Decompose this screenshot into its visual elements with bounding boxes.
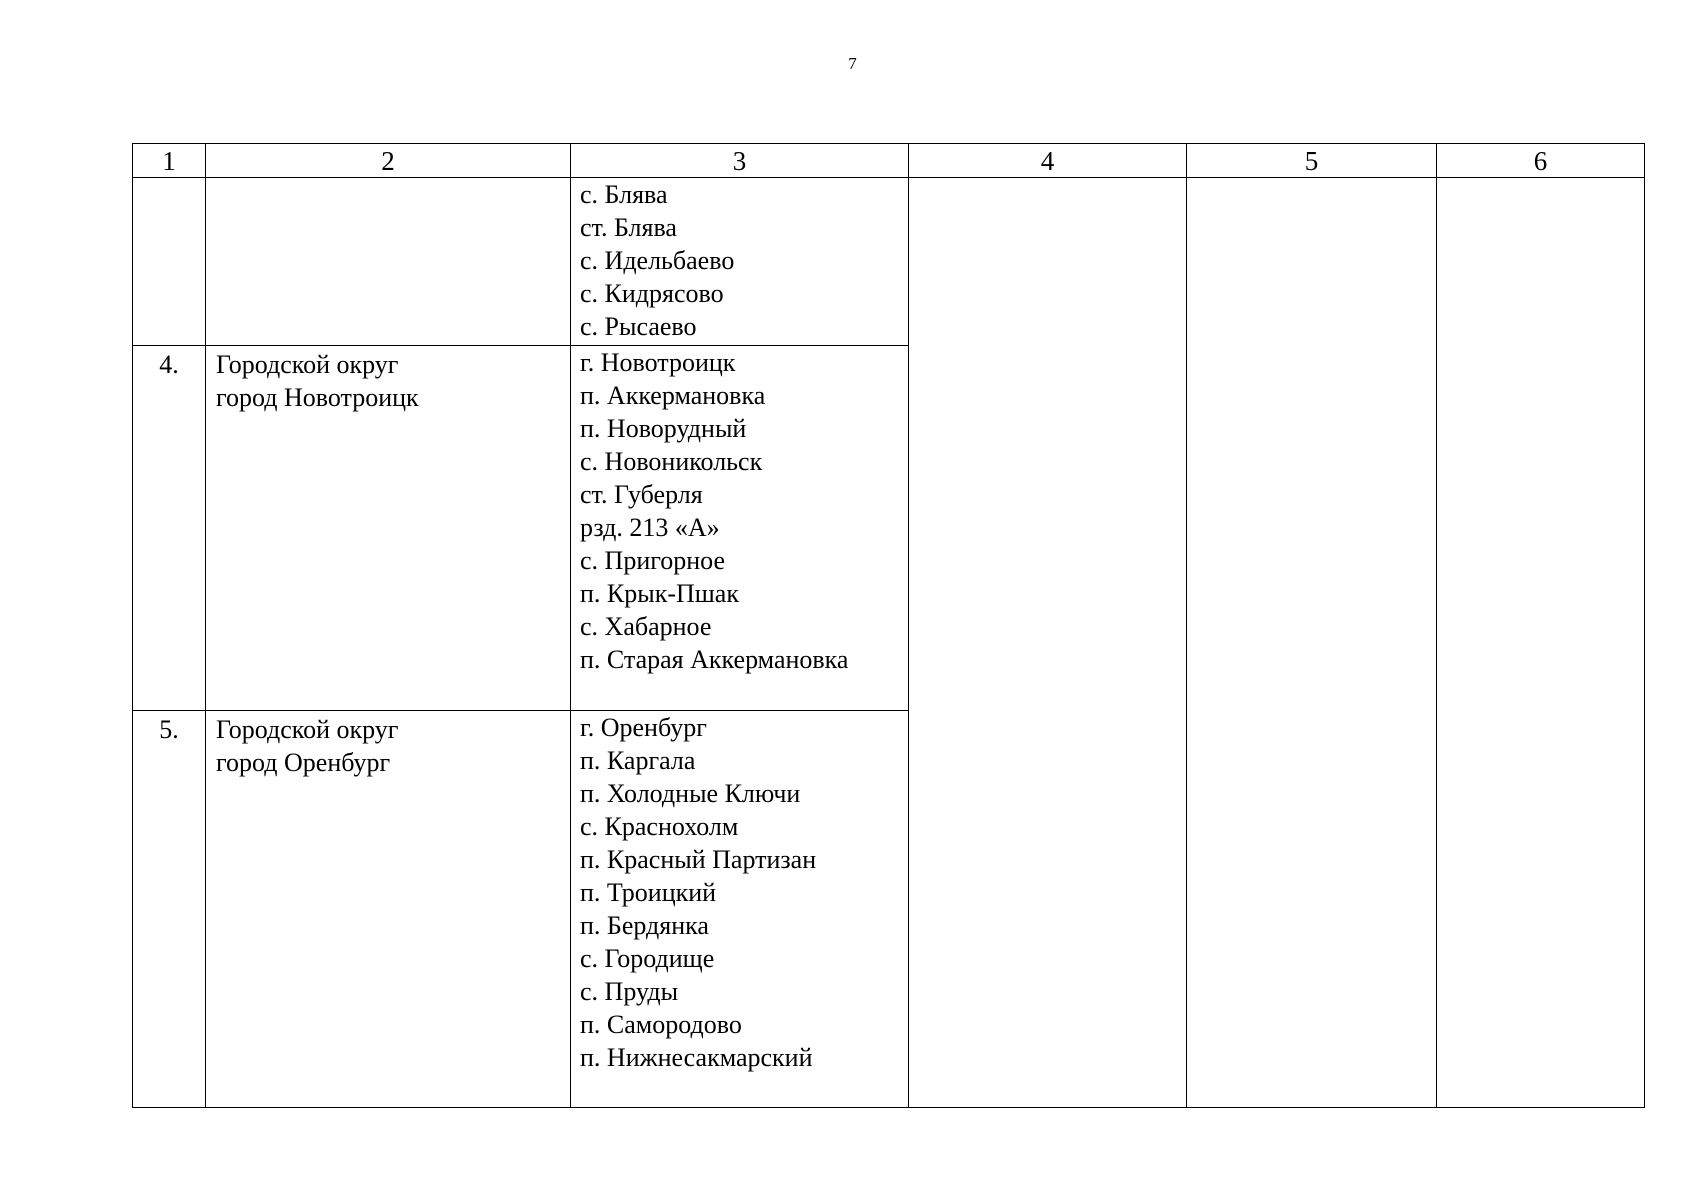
place-item: п. Бердянка bbox=[580, 911, 709, 940]
header-col-6: 6 bbox=[1437, 144, 1645, 178]
places-list bbox=[571, 178, 909, 346]
header-row bbox=[133, 144, 1645, 178]
place-item: ст. Губерля bbox=[580, 480, 703, 509]
place-item: с. Городище bbox=[580, 944, 715, 973]
place-item: с. Пруды bbox=[580, 977, 679, 1006]
district-name bbox=[206, 711, 571, 1108]
table-row bbox=[133, 178, 1645, 346]
row-number bbox=[133, 178, 206, 346]
page-number: 7 bbox=[848, 54, 857, 73]
header-col-2: 2 bbox=[206, 144, 571, 178]
district-name-line: Городской округ bbox=[216, 350, 399, 379]
header-col-4: 4 bbox=[909, 144, 1187, 178]
place-item: п. Каргала bbox=[580, 746, 696, 775]
district-name bbox=[206, 346, 571, 711]
place-item: ст. Блява bbox=[580, 213, 677, 242]
row-number: 4. bbox=[133, 346, 206, 711]
header-col-5: 5 bbox=[1187, 144, 1437, 178]
row-number: 5. bbox=[133, 711, 206, 1108]
place-item: п. Аккермановка bbox=[580, 381, 766, 410]
header-col-1: 1 bbox=[133, 144, 206, 178]
place-item: п. Старая Аккермановка bbox=[580, 645, 849, 674]
place-item: п. Самородово bbox=[580, 1010, 742, 1039]
place-item: с. Новоникольск bbox=[580, 447, 763, 476]
place-item: с. Пригорное bbox=[580, 546, 726, 575]
place-item: с. Кидрясово bbox=[580, 279, 724, 308]
place-item: п. Холодные Ключи bbox=[580, 779, 801, 808]
col-6-cell bbox=[1437, 178, 1645, 1108]
place-item: г. Оренбург bbox=[580, 713, 707, 742]
district-name-line: город Новотроицк bbox=[216, 383, 419, 412]
col-4-cell bbox=[909, 178, 1187, 1108]
place-item: п. Троицкий bbox=[580, 878, 717, 907]
places-list bbox=[571, 346, 909, 711]
place-item: п. Красный Партизан bbox=[580, 845, 817, 874]
district-name-line: город Оренбург bbox=[216, 748, 391, 777]
place-item: п. Новорудный bbox=[580, 414, 747, 443]
place-item: с. Идельбаево bbox=[580, 246, 735, 275]
settlements-table bbox=[132, 143, 1645, 1108]
col-5-cell bbox=[1187, 178, 1437, 1108]
place-item: г. Новотроицк bbox=[580, 348, 736, 377]
district-name-line: Городской округ bbox=[216, 715, 399, 744]
place-item: с. Хабарное bbox=[580, 612, 712, 641]
place-item: с. Краснохолм bbox=[580, 812, 739, 841]
places-list bbox=[571, 711, 909, 1108]
district-name bbox=[206, 178, 571, 346]
header-col-3: 3 bbox=[571, 144, 909, 178]
place-item: п. Крык-Пшак bbox=[580, 579, 739, 608]
place-item: с. Блява bbox=[580, 180, 668, 209]
place-item: рзд. 213 «А» bbox=[580, 513, 720, 542]
place-item: п. Нижнесакмарский bbox=[580, 1043, 813, 1072]
place-item: с. Рысаево bbox=[580, 312, 697, 341]
